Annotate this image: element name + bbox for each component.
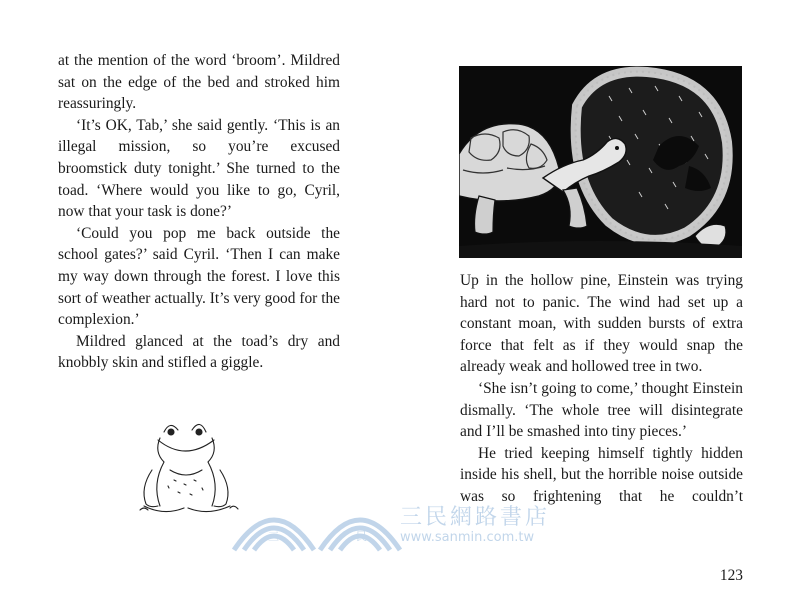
paragraph: Up in the hollow pine, Einstein was trying hard not to panic. The wind had set up a constant moan, with sudden bursts of extra force that felt as if they would snap the already weak and hollowed tree in two. bbox=[460, 272, 743, 376]
paragraph: He tried keeping himself tightly hidden inside his shell, but the horrible noise outside was so frightening that he couldn’t bbox=[460, 444, 743, 505]
paragraph: ‘She isn’t going to come,’ thought Einstein dismally. ‘The whole tree will disintegrate and I’ll be smashed into tiny pieces.’ bbox=[460, 379, 743, 441]
tortoise-in-hollow-tree-illustration bbox=[459, 66, 742, 258]
watermark-char-left: 三 bbox=[268, 530, 279, 543]
right-text-column bbox=[460, 270, 743, 508]
paragraph: at the mention of the word ‘broom’. Mildred sat on the edge of the bed and stroked him reassuringly. bbox=[58, 52, 340, 113]
page-number: 123 bbox=[719, 567, 743, 584]
publisher-watermark bbox=[228, 488, 588, 558]
watermark-title: 三民網路書店 bbox=[400, 505, 551, 530]
paragraph: Mildred glanced at the toad’s dry and knobbly skin and stifled a giggle. bbox=[58, 332, 340, 372]
watermark-char-right: 民 bbox=[356, 530, 367, 543]
paragraph: ‘It’s OK, Tab,’ she said gently. ‘This is an illegal mission, so you’re excused broomstick duty tonight.’ She turned to the toad. ‘Where would you like to go, Cyril, now that your task is done?’ bbox=[58, 116, 340, 221]
paragraph: ‘Could you pop me back outside the school gates?’ said Cyril. ‘Then I can make my way down through the forest. I love this sort of weather actually. It’s very good for the complexion.’ bbox=[58, 224, 340, 329]
watermark-url: www.sanmin.com.tw bbox=[400, 530, 535, 545]
left-text-column bbox=[58, 50, 340, 374]
